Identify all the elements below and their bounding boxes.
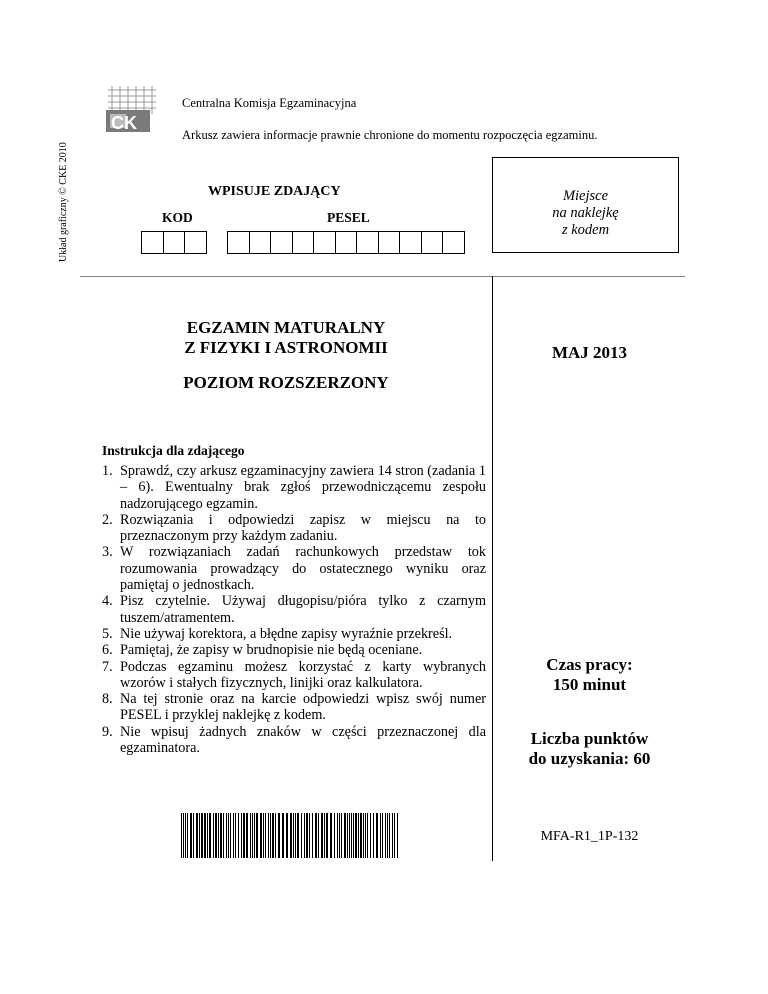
barcode-bar (358, 813, 359, 858)
barcode-bar (187, 813, 188, 858)
points-value: do uzyskania: 60 (528, 749, 651, 768)
instruction-item: 4. Pisz czytelnie. Używaj długopisu/pióra tylko z czarnym tuszem/atramentem. (102, 593, 486, 626)
barcode-bar (330, 813, 332, 858)
exam-level: POZIOM ROZSZERZONY (183, 373, 389, 392)
barcode-bar (233, 813, 234, 858)
pesel-cell[interactable] (270, 231, 293, 254)
barcode-bar (339, 813, 340, 858)
instruction-item: 7. Podczas egzaminu możesz korzystać z karty wybranych wzorów i stałych fizycznych, linijki oraz kalkulatora. (102, 658, 486, 691)
barcode-bar (347, 813, 348, 858)
barcode-bar (218, 813, 219, 858)
barcode-bar (293, 813, 294, 858)
barcode-bar (256, 813, 258, 858)
barcode-bar (193, 813, 194, 858)
barcode-bar (337, 813, 338, 858)
layout-credit: Układ graficzny © CKE 2010 (58, 142, 69, 262)
barcode-bar (226, 813, 227, 858)
barcode-bar (304, 813, 305, 858)
barcode-bar (341, 813, 342, 858)
instruction-item: 5. Nie używaj korektora, a błędne zapisy wyraźnie przekreśl. (102, 625, 453, 642)
exam-title-line: Z FIZYKI I ASTRONOMII (184, 338, 388, 357)
barcode-bar (272, 813, 274, 858)
barcode-bar (265, 813, 266, 858)
barcode-bar (353, 813, 354, 858)
barcode-bar (201, 813, 203, 858)
barcode-bar (376, 813, 378, 858)
pesel-cell[interactable] (313, 231, 336, 254)
points-label: Liczba punktów (530, 729, 649, 748)
barcode-bar (228, 813, 229, 858)
pesel-cell[interactable] (421, 231, 444, 254)
duration-label: Czas pracy: (546, 655, 633, 674)
barcode-bar (351, 813, 352, 858)
instruction-item: 1. Sprawdź, czy arkusz egzaminacyjny zawiera 14 stron (zadania 1 – 6). Ewentualny brak zgłoś przewodniczącemu zespołu nadzorującego egzamin. (102, 463, 486, 512)
barcode-bar (282, 813, 284, 858)
barcode-bar (252, 813, 253, 858)
barcode-bar (181, 813, 182, 858)
instruction-item: 3. W rozwiązaniach zadań rachunkowych przedstaw tok rozumowania prowadzący do ostatecznego wyniku oraz pamiętaj o jednostkach. (102, 544, 486, 594)
barcode-bar (295, 813, 296, 858)
barcode-bar (230, 813, 231, 858)
barcode-bar (365, 813, 366, 858)
barcode-bar (360, 813, 362, 858)
exam-code: MFA-R1_1P-132 (540, 829, 639, 844)
instruction-item: 8. Na tej stronie oraz na karcie odpowiedzi wpisz swój numer PESEL i przyklej naklejkę z kodem. (102, 691, 486, 724)
barcode-bar (321, 813, 323, 858)
instruction-text: W rozwiązaniach zadań rachunkowych przedstaw tok rozumowania prowadzący do ostatecznego wyniku oraz pamiętaj o jednostkach. (120, 544, 486, 594)
instruction-item: 2. Rozwiązania i odpowiedzi zapisz w miejscu na to przeznaczonym przy każdym zadaniu. (102, 511, 486, 545)
barcode-bar (241, 813, 242, 858)
barcode-bar (213, 813, 214, 858)
examinee-heading: WPISUJE ZDAJĄCY (208, 184, 341, 199)
kod-input-boxes[interactable] (142, 231, 207, 254)
barcode-bar (268, 813, 269, 858)
barcode-bar (385, 813, 386, 858)
pesel-cell[interactable] (292, 231, 315, 254)
barcode-bar (215, 813, 217, 858)
sticker-line: na naklejkę (552, 205, 619, 221)
pesel-cell[interactable] (335, 231, 358, 254)
instruction-text: Nie używaj korektora, a błędne zapisy wyraźnie przekreśl. (120, 625, 453, 642)
barcode-bar (326, 813, 328, 858)
instruction-text: Na tej stronie oraz na karcie odpowiedzi wpisz swój numer PESEL i przyklej naklejkę z kodem. (120, 691, 486, 724)
pesel-cell[interactable] (399, 231, 422, 254)
instruction-text: Pisz czytelnie. Używaj długopisu/pióra tylko z czarnym tuszem/atramentem. (120, 593, 486, 626)
instruction-text: Pamiętaj, że zapisy w brudnopisie nie będą oceniane. (120, 642, 423, 659)
barcode-bar (196, 813, 198, 858)
confidential-note: Arkusz zawiera informacje prawnie chronione do momentu rozpoczęcia egzaminu. (182, 128, 598, 142)
barcode-bar (373, 813, 374, 858)
horizontal-divider (80, 276, 685, 277)
kod-cell[interactable] (163, 231, 186, 254)
barcode-bar (370, 813, 371, 858)
barcode-bar (254, 813, 255, 858)
barcode-bar (380, 813, 381, 858)
barcode-bar (309, 813, 310, 858)
sticker-line: Miejsce (562, 188, 609, 204)
instruction-text: Sprawdź, czy arkusz egzaminacyjny zawiera 14 stron (zadania 1 – 6). Ewentualny brak zgłoś przewodniczącemu zespołu nadzorującego egzamin. (120, 463, 486, 512)
barcode-bar (389, 813, 390, 858)
pesel-input-boxes[interactable] (228, 231, 465, 254)
logo-text: CK (111, 113, 137, 133)
instruction-item: 9. Nie wpisuj żadnych znaków w części przeznaczonej dla egzaminatora. (102, 723, 486, 757)
barcode-bar (355, 813, 357, 858)
barcode-bar (334, 813, 335, 858)
barcode-bar (207, 813, 208, 858)
sticker-line: z kodem (561, 222, 610, 238)
pesel-cell[interactable] (378, 231, 401, 254)
barcode-bar (286, 813, 288, 858)
barcode-bar (306, 813, 308, 858)
barcode-bar (238, 813, 239, 858)
barcode-bar (260, 813, 262, 858)
barcode-bar (209, 813, 211, 858)
barcode-bar (367, 813, 368, 858)
barcode-bar (301, 813, 302, 858)
exam-title (160, 318, 412, 358)
instructions-heading: Instrukcja dla zdającego (102, 443, 245, 458)
barcode-bar (387, 813, 388, 858)
barcode-bar (344, 813, 346, 858)
exam-session: MAJ 2013 (551, 343, 628, 362)
barcode-bar (278, 813, 280, 858)
barcode-bar (270, 813, 271, 858)
barcode-bar (290, 813, 292, 858)
barcode-bar (318, 813, 319, 858)
barcode-bar (315, 813, 317, 858)
barcode-bar (363, 813, 364, 858)
barcode-bar (382, 813, 383, 858)
barcode-bar (312, 813, 313, 858)
sticker-area (492, 157, 679, 253)
barcode-bar (185, 813, 186, 858)
pesel-cell[interactable] (442, 231, 465, 254)
barcode-bar (349, 813, 350, 858)
kod-cell[interactable] (184, 231, 207, 254)
barcode (181, 813, 399, 858)
barcode-bar (199, 813, 200, 858)
points-total (493, 729, 686, 769)
barcode-bar (250, 813, 251, 858)
barcode-bar (183, 813, 184, 858)
pesel-cell[interactable] (227, 231, 250, 254)
barcode-bar (394, 813, 395, 858)
instruction-text: Podczas egzaminu możesz korzystać z karty wybranych wzorów i stałych fizycznych, linijki oraz kalkulatora. (120, 658, 486, 691)
barcode-bar (246, 813, 248, 858)
organization-name: Centralna Komisja Egzaminacyjna (182, 96, 357, 110)
pesel-cell[interactable] (356, 231, 379, 254)
barcode-bar (324, 813, 325, 858)
kod-label: KOD (162, 210, 193, 225)
barcode-bar (235, 813, 236, 858)
exam-title-line: EGZAMIN MATURALNY (186, 318, 386, 337)
sticker-label (493, 158, 678, 239)
barcode-bar (297, 813, 299, 858)
barcode-bar (204, 813, 206, 858)
instruction-text: Nie wpisuj żadnych znaków w części przeznaczonej dla egzaminatora. (120, 723, 486, 757)
kod-cell[interactable] (141, 231, 164, 254)
instructions-list (102, 463, 486, 756)
barcode-bar (397, 813, 398, 858)
barcode-bar (223, 813, 224, 858)
barcode-bar (243, 813, 245, 858)
pesel-label: PESEL (327, 210, 370, 225)
pesel-cell[interactable] (249, 231, 272, 254)
barcode-bar (275, 813, 276, 858)
vertical-divider (492, 276, 493, 861)
instruction-item: 6. Pamiętaj, że zapisy w brudnopisie nie będą oceniane. (102, 642, 423, 659)
barcode-bar (263, 813, 264, 858)
exam-duration (493, 655, 686, 695)
barcode-bar (392, 813, 393, 858)
barcode-bar (190, 813, 192, 858)
duration-value: 150 minut (552, 675, 627, 694)
barcode-bar (220, 813, 222, 858)
instruction-text: Rozwiązania i odpowiedzi zapisz w miejscu na to przeznaczonym przy każdym zadaniu. (120, 511, 486, 545)
cke-logo (104, 84, 160, 136)
